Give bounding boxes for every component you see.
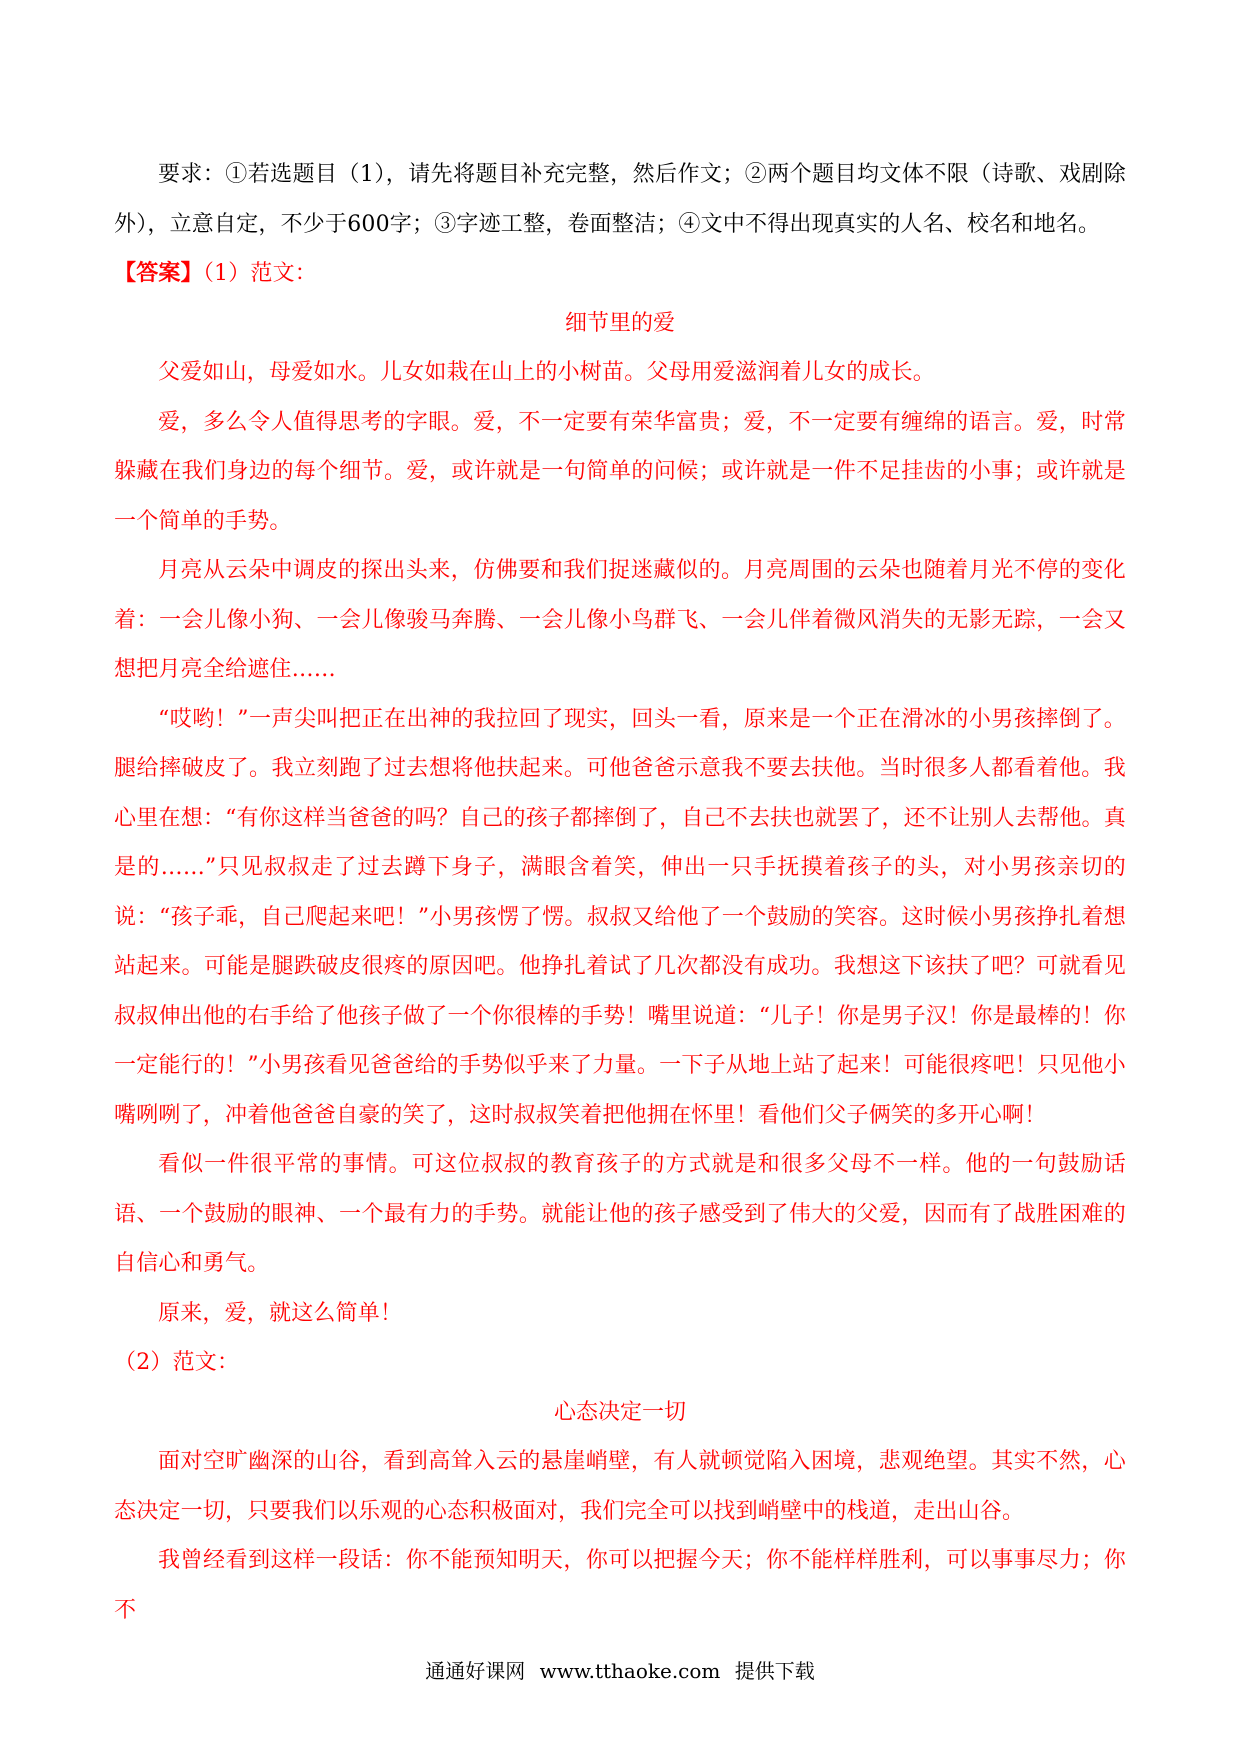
essay1-paragraph: 月亮从云朵中调皮的探出头来，仿佛要和我们捉迷藏似的。月亮周围的云朵也随着月光不停的变化着：一会儿像小狗、一会儿像骏马奔腾、一会儿像小鸟群飞、一会儿伴着微风消失的无影无踪，一会又想把月亮全给遮住…… [114,558,1126,682]
answer-header [114,249,1126,299]
footer-site-name: 通通好课网 [425,1659,526,1683]
document-page [114,150,1126,1635]
answer-label: 【答案】 [114,260,203,286]
essay1-paragraph: 父爱如山，母爱如水。儿女如栽在山上的小树苗。父母用爱滋润着儿女的成长。 [158,360,936,385]
essay1-paragraph: “哎哟！”一声尖叫把正在出神的我拉回了现实，回头一看，原来是一个正在滑冰的小男孩摔倒了。腿给摔破皮了。我立刻跑了过去想将他扶起来。可他爸爸示意我不要去扶他。当时很多人都看着他。我心里在想：“有你这样当爸爸的吗？自己的孩子都摔倒了，自己不去扶也就罢了，还不让别人去帮他。真是的……”只见叔叔走了过去蹲下身子，满眼含着笑，伸出一只手抚摸着孩子的头，对小男孩亲切的说：“孩子乖，自己爬起来吧！”小男孩愣了愣。叔叔又给他了一个鼓励的笑容。这时候小男孩挣扎着想站起来。可能是腿跌破皮很疼的原因吧。他挣扎着试了几次都没有成功。我想这下该扶了吧？可就看见叔叔伸出他的右手给了他孩子做了一个你很棒的手势！嘴里说道：“儿子！你是男子汉！你是最棒的！你一定能行的！”小男孩看见爸爸给的手势似乎来了力量。一下子从地上站了起来！可能很疼吧！只见他小嘴咧咧了，冲着他爸爸自豪的笑了，这时叔叔笑着把他拥在怀里！看他们父子俩笑的多开心啊！ [114,706,1126,1128]
requirements-paragraph: 要求：①若选题目（1），请先将题目补充完整，然后作文；②两个题目均文体不限（诗歌、戏剧除外），立意自定，不少于600字；③字迹工整，卷面整洁；④文中不得出现真实的人名、校名和地名。 [114,162,1126,237]
essay1-paragraph: 原来，爱，就这么简单！ [158,1300,403,1326]
essay1-paragraph: 爱，多么令人值得思考的字眼。爱，不一定要有荣华富贵；爱，不一定要有缠绵的语言。爱，时常躲藏在我们身边的每个细节。爱，或许就是一句简单的问候；或许就是一件不足挂齿的小事；或许就是一个简单的手势。 [114,409,1126,534]
page-footer [0,1655,1240,1684]
essay2-paragraph: 我曾经看到这样一段话：你不能预知明天，你可以把握今天；你不能样样胜利，可以事事尽力；你不 [114,1548,1126,1623]
essay2-title: 心态决定一切 [553,1399,686,1425]
footer-suffix: 提供下载 [734,1659,815,1683]
part2-intro: （2）范文： [114,1350,240,1375]
footer-url[interactable]: www.tthaoke.com [539,1659,721,1683]
essay1-title: 细节里的爱 [564,310,675,336]
part1-intro: （1）范文： [202,261,318,286]
essay2-paragraph: 面对空旷幽深的山谷，看到高耸入云的悬崖峭壁，有人就顿觉陷入困境，悲观绝望。其实不然，心态决定一切，只要我们以乐观的心态积极面对，我们完全可以找到峭壁中的栈道，走出山谷。 [114,1449,1126,1524]
essay1-paragraph: 看似一件很平常的事情。可这位叔叔的教育孩子的方式就是和很多父母不一样。他的一句鼓励话语、一个鼓励的眼神、一个最有力的手势。就能让他的孩子感受到了伟大的父爱，因而有了战胜困难的自信心和勇气。 [114,1152,1126,1276]
